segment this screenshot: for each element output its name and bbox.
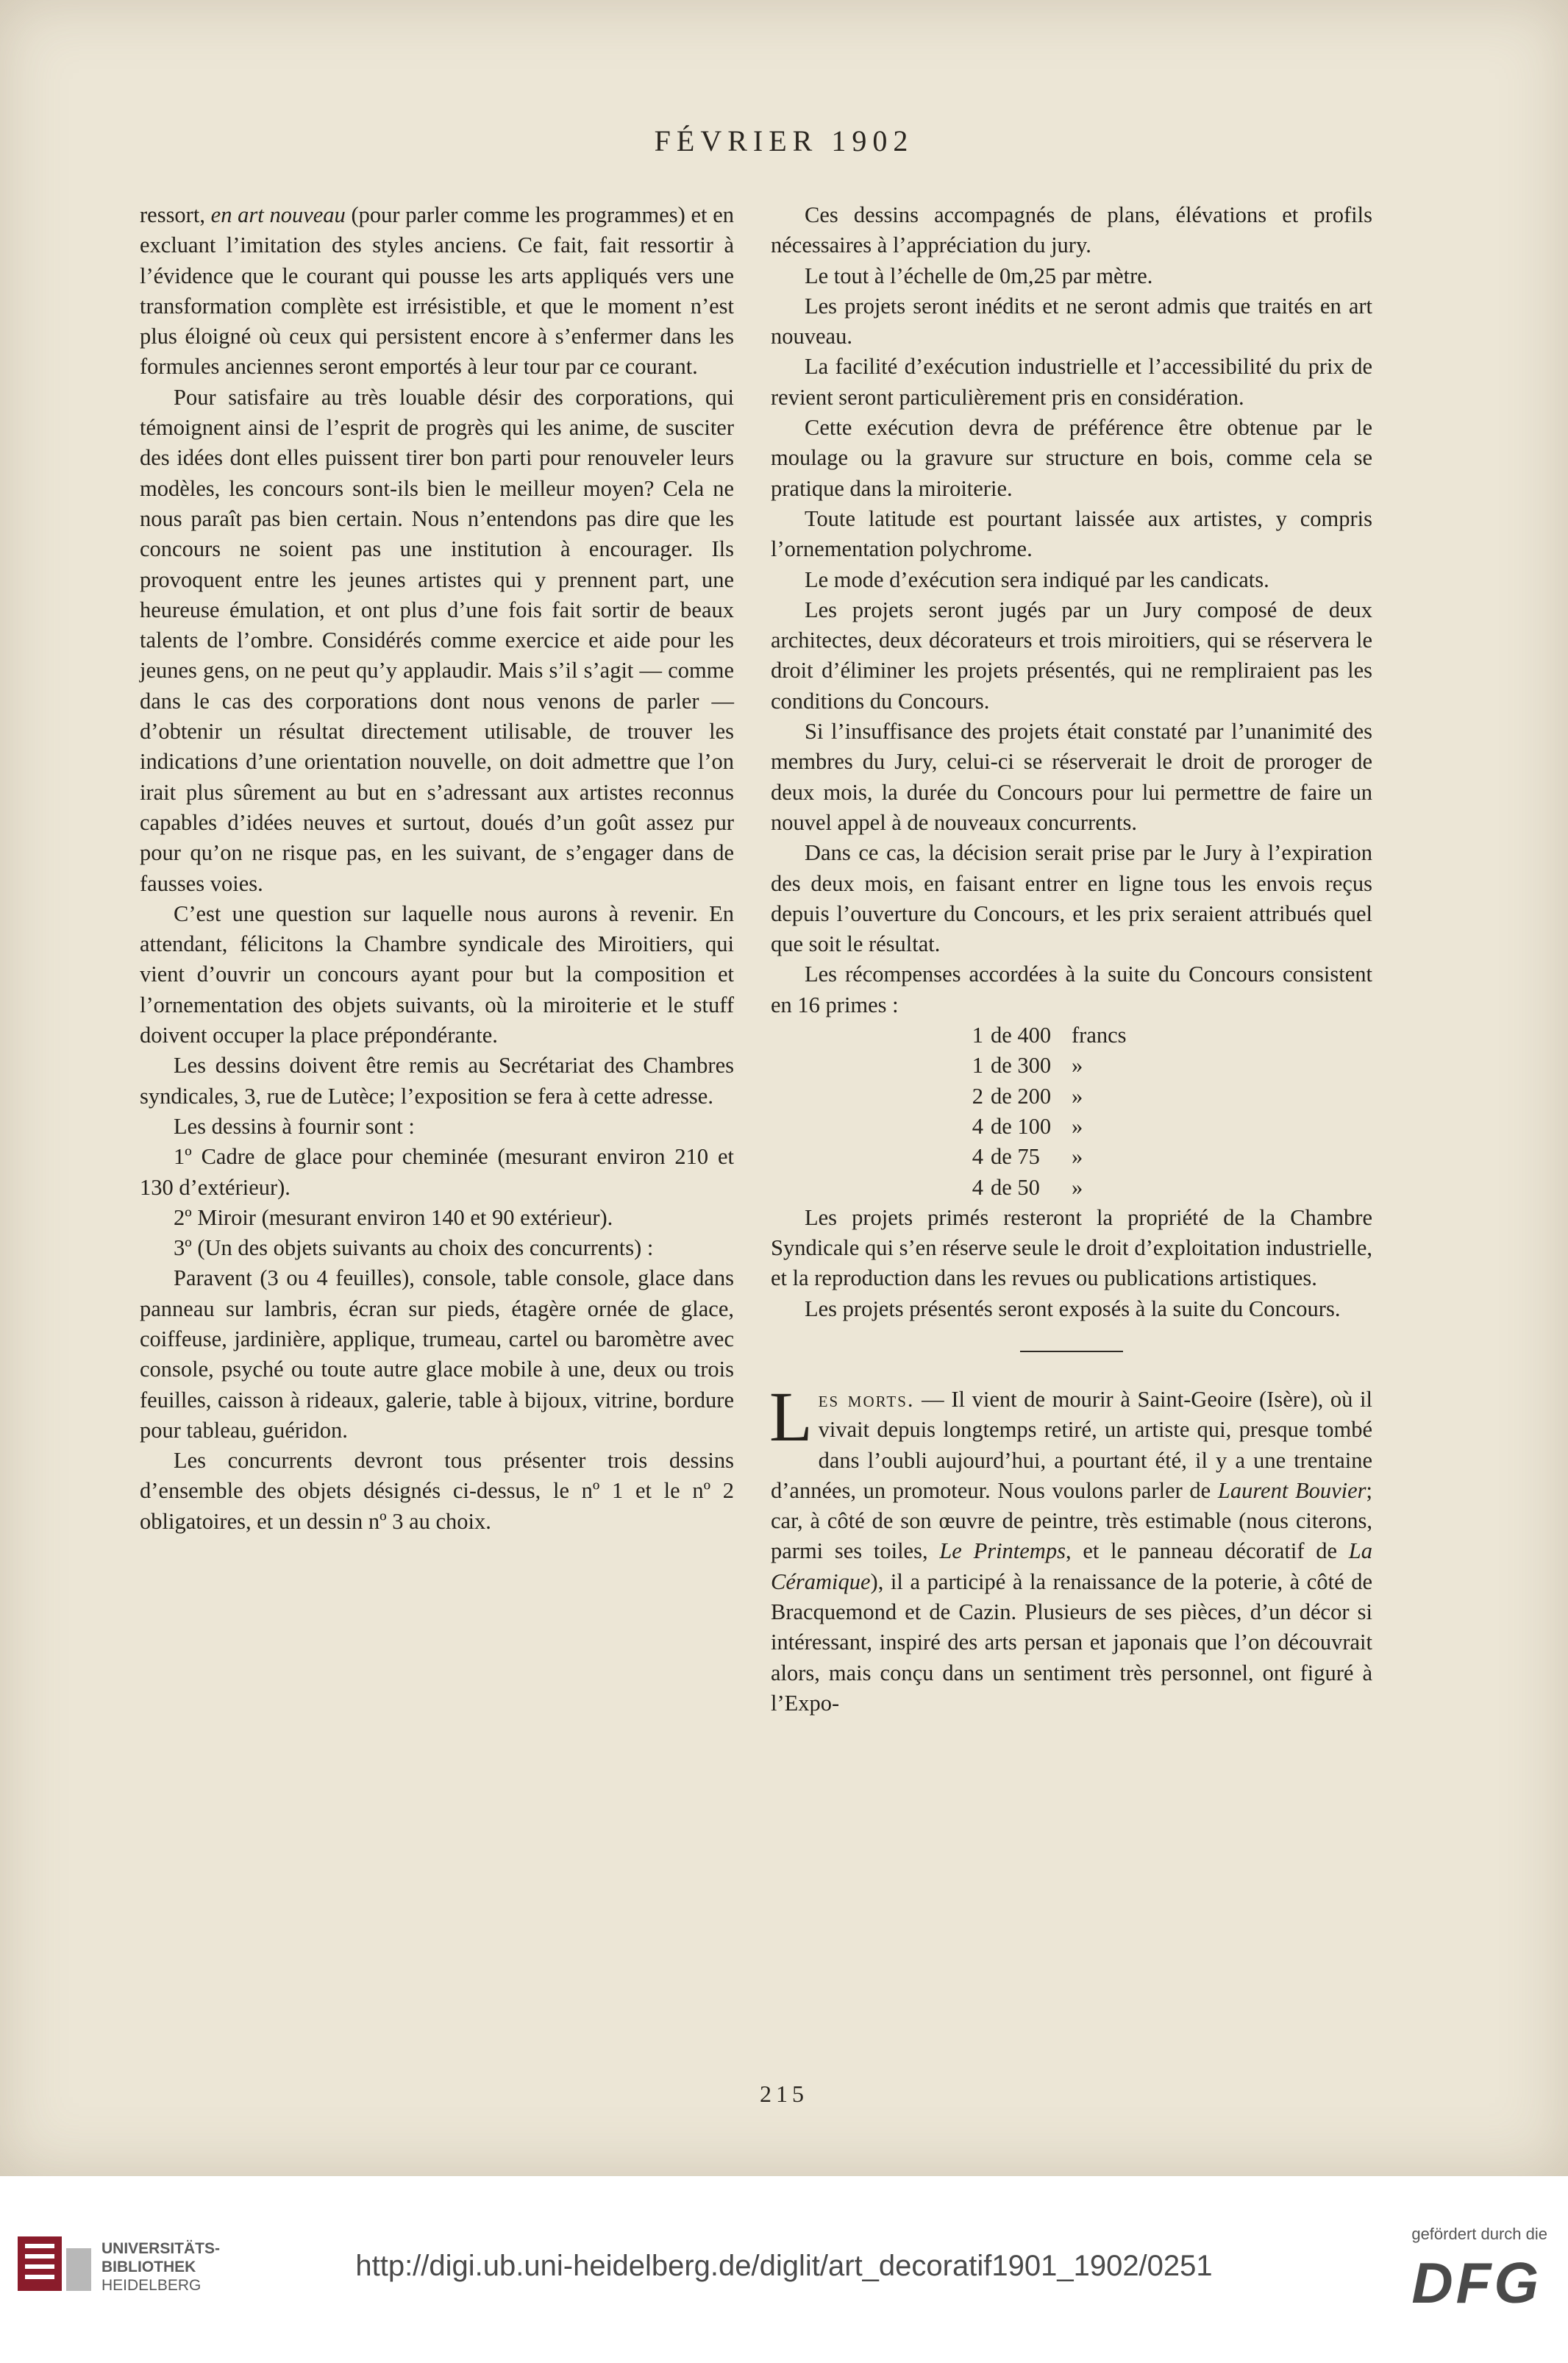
paragraph: Le tout à l’échelle de 0m,25 par mètre.: [805, 263, 1153, 288]
paragraph: Toute latitude est pourtant laissée aux artistes, y compris l’ornementation polychrome.: [771, 505, 1372, 562]
section-lead: es morts.: [818, 1386, 915, 1412]
paragraph: La facilité d’exécution industrielle et l’accessibilité du prix de revient seront particulièrement pris en considération.: [771, 354, 1372, 410]
funder-note: gefördert durch die: [1411, 2225, 1547, 2243]
prize-row: [771, 1081, 1372, 1112]
text-run: ), il a participé à la renaissance de la poterie, à côté de Bracquemond et de Cazin. Plusieurs de ses pièces, d’un décor si intéressant, inspiré des arts persan et japonais que l’on découvrait alors, mais conçu dans un sentiment très personnel, ont figuré à l’Expo-: [771, 1568, 1372, 1716]
italic-phrase: en art nouveau: [210, 202, 346, 227]
italic-title: La Céramique: [771, 1538, 1372, 1594]
text-run: — Il vient de mourir à Saint-Geoire (Isère), où il vivait depuis longtemps retiré, un artiste qui, presque tombé dans l’oubli aujourd’hui, a pourtant été, il y a une trentaine d’années, un promoteur. Nous voulons parler de: [771, 1386, 1372, 1503]
italic-title: Le Printemps: [939, 1538, 1066, 1564]
prize-count: 2: [972, 1083, 983, 1109]
list-item: 3º (Un des objets suivants au choix des concurrents) :: [174, 1235, 654, 1261]
paragraph: Les dessins doivent être remis au Secrétariat des Chambres syndicales, 3, rue de Lutèce; l’exposition se fera à cette adresse.: [140, 1053, 734, 1109]
prize-row: [771, 1020, 1372, 1051]
section-divider: [1020, 1351, 1123, 1352]
prize-row: [771, 1051, 1372, 1081]
prize-row: [771, 1112, 1372, 1142]
prize-count: 4: [972, 1174, 983, 1200]
prize-amount: de 75: [991, 1144, 1040, 1170]
text-run: (pour parler comme les programmes) et en excluant l’imitation des styles anciens. Ce fait, fait ressortir à l’évidence que le courant qui pousse les arts appliqués vers une transformation complète est irrésistible, et que le moment n’est plus éloigné où ceux qui persistent encore à s’enfermer dans les formules anciennes seront emportés à leur tour par ce courant.: [140, 202, 734, 380]
paragraph: [140, 200, 734, 383]
text-run: , et le panneau décoratif de: [1065, 1538, 1349, 1564]
prize-count: 1: [972, 1053, 983, 1079]
prize-amount: de 50: [991, 1174, 1040, 1200]
prize-unit: »: [1072, 1053, 1083, 1079]
paragraph: Les projets seront inédits et ne seront admis que traités en art nouveau.: [771, 293, 1372, 349]
paragraph: Paravent (3 ou 4 feuilles), console, table console, glace dans panneau sur lambris, écran sur pieds, étagère ornée de glace, coiffeuse, jardinière, applique, trumeau, cartel ou baromètre avec console, psyché ou toute autre glace mobile à une, deux ou trois feuilles, caisson à rideaux, galerie, table à bijoux, vitrine, bordure pour tableau, guéridon.: [140, 1265, 734, 1443]
text-run: ; car, à côté de son œuvre de peintre, très estimable (nous citerons, parmi ses toiles,: [771, 1477, 1372, 1564]
obituary-paragraph: [769, 1376, 1372, 1719]
paragraph: Dans ce cas, la décision serait prise par le Jury à l’expiration des deux mois, en faisant entrer en ligne tous les envois reçus depuis l’ouverture du Concours, et les prix seraient attribués quel que soit le résultat.: [771, 840, 1372, 957]
italic-name: Laurent Bouvier: [1217, 1477, 1366, 1503]
right-column: [771, 200, 1372, 1719]
prize-unit: »: [1072, 1083, 1083, 1109]
library-name-line: HEIDELBERG: [101, 2277, 202, 2294]
paragraph: Les projets primés resteront la propriété de la Chambre Syndicale qui s’en réserve seule le droit d’exploitation industrielle, et la reproduction dans les revues ou publications artistiques.: [771, 1204, 1372, 1291]
library-name-line: UNIVERSITÄTS-: [101, 2240, 221, 2257]
prize-amount: de 100: [991, 1113, 1052, 1139]
prize-count: 4: [972, 1113, 983, 1139]
paragraph: Cette exécution devra de préférence être obtenue par le moulage ou la gravure sur structure en bois, comme cela se pratique dans la miroiterie.: [771, 415, 1372, 501]
paragraph: Les projets seront jugés par un Jury composé de deux architectes, deux décorateurs et trois miroitiers, qui se réservera le droit d’éliminer les projets présentés, qui ne rempliraient pas les conditions du Concours.: [771, 597, 1372, 714]
prize-unit: »: [1072, 1113, 1083, 1139]
paragraph: C’est une question sur laquelle nous aurons à revenir. En attendant, félicitons la Chambre syndicale des Miroitiers, qui vient d’ouvrir un concours ayant pour but la composition et l’ornementation des objets suivants, où la miroiterie et le stuff doivent occuper la place prépondérante.: [140, 900, 734, 1048]
prize-count: 4: [972, 1144, 983, 1170]
page-number: 215: [760, 2080, 808, 2107]
prize-unit: »: [1072, 1174, 1083, 1200]
paragraph: Les récompenses accordées à la suite du Concours consistent en 16 primes :: [771, 962, 1372, 1017]
library-name-line: BIBLIOTHEK: [101, 2259, 196, 2275]
prize-row: [771, 1173, 1372, 1203]
paragraph: Si l’insuffisance des projets était constaté par l’unanimité des membres du Jury, celui-ci se réserverait le droit de proroger de deux mois, la durée du Concours pour lui permettre de faire un nouvel appel à de nouveaux concurrents.: [771, 719, 1372, 835]
permalink-url[interactable]: http://digi.ub.uni-heidelberg.de/diglit/art_decoratif1901_1902/0251: [355, 2250, 1213, 2282]
prize-row: [771, 1142, 1372, 1172]
prize-unit: »: [1072, 1144, 1083, 1170]
list-item: 1º Cadre de glace pour cheminée (mesurant environ 210 et 130 d’extérieur).: [140, 1144, 734, 1200]
left-column: [140, 200, 734, 1537]
paragraph: Les dessins à fournir sont :: [174, 1113, 415, 1139]
prize-unit: francs: [1072, 1023, 1127, 1048]
paragraph: Les concurrents devront tous présenter trois dessins d’ensemble des objets désignés ci-dessus, le nº 1 et le nº 2 obligatoires, et un dessin nº 3 au choix.: [140, 1448, 734, 1534]
running-title: FÉVRIER 1902: [654, 124, 914, 157]
prize-count: 1: [972, 1023, 983, 1048]
prize-amount: de 300: [991, 1053, 1052, 1079]
drop-cap: L: [769, 1376, 813, 1456]
text-run: ressort,: [140, 202, 211, 227]
prize-amount: de 400: [991, 1023, 1052, 1048]
prize-amount: de 200: [991, 1083, 1052, 1109]
paragraph: Ces dessins accompagnés de plans, élévations et profils nécessaires à l’appréciation du jury.: [771, 202, 1372, 258]
digitization-footer: [0, 2176, 1568, 2363]
dfg-logo: DFG: [1411, 2250, 1542, 2315]
prize-list: [771, 1020, 1372, 1203]
paragraph: Les projets présentés seront exposés à la suite du Concours.: [805, 1296, 1341, 1321]
list-item: 2º Miroir (mesurant environ 140 et 90 extérieur).: [174, 1204, 613, 1230]
paragraph: Pour satisfaire au très louable désir des corporations, qui témoignent ainsi de l’esprit de progrès qui les anime, de susciter des idées dont elles puissent tirer bon parti pour renouveler leurs modèles, les concours sont-ils bien le meilleur moyen? Cela ne nous paraît pas bien certain. Nous n’entendons pas dire que les concours ne soient pas une institution à encourager. Ils provoquent entre les jeunes artistes qui y prennent part, une heureuse émulation, et ont plus d’une fois fait sortir de beaux talents de l’ombre. Considérés comme exercice et aide pour les jeunes gens, on ne peut qu’y applaudir. Mais s’il s’agit — comme dans le cas des corporations dont nous venons de parler — d’obtenir un résultat directement utilisable, de trouver les indications d’une orientation nouvelle, on doit admettre que l’on irait plus sûrement au but en s’adressant aux artistes reconnus capables d’idées neuves et surtout, doués d’un goût assez pur pour qu’on ne risque pas, en les suivant, de s’engager dans de fausses voies.: [140, 384, 734, 896]
paragraph: Le mode d’exécution sera indiqué par les candicats.: [805, 566, 1269, 592]
